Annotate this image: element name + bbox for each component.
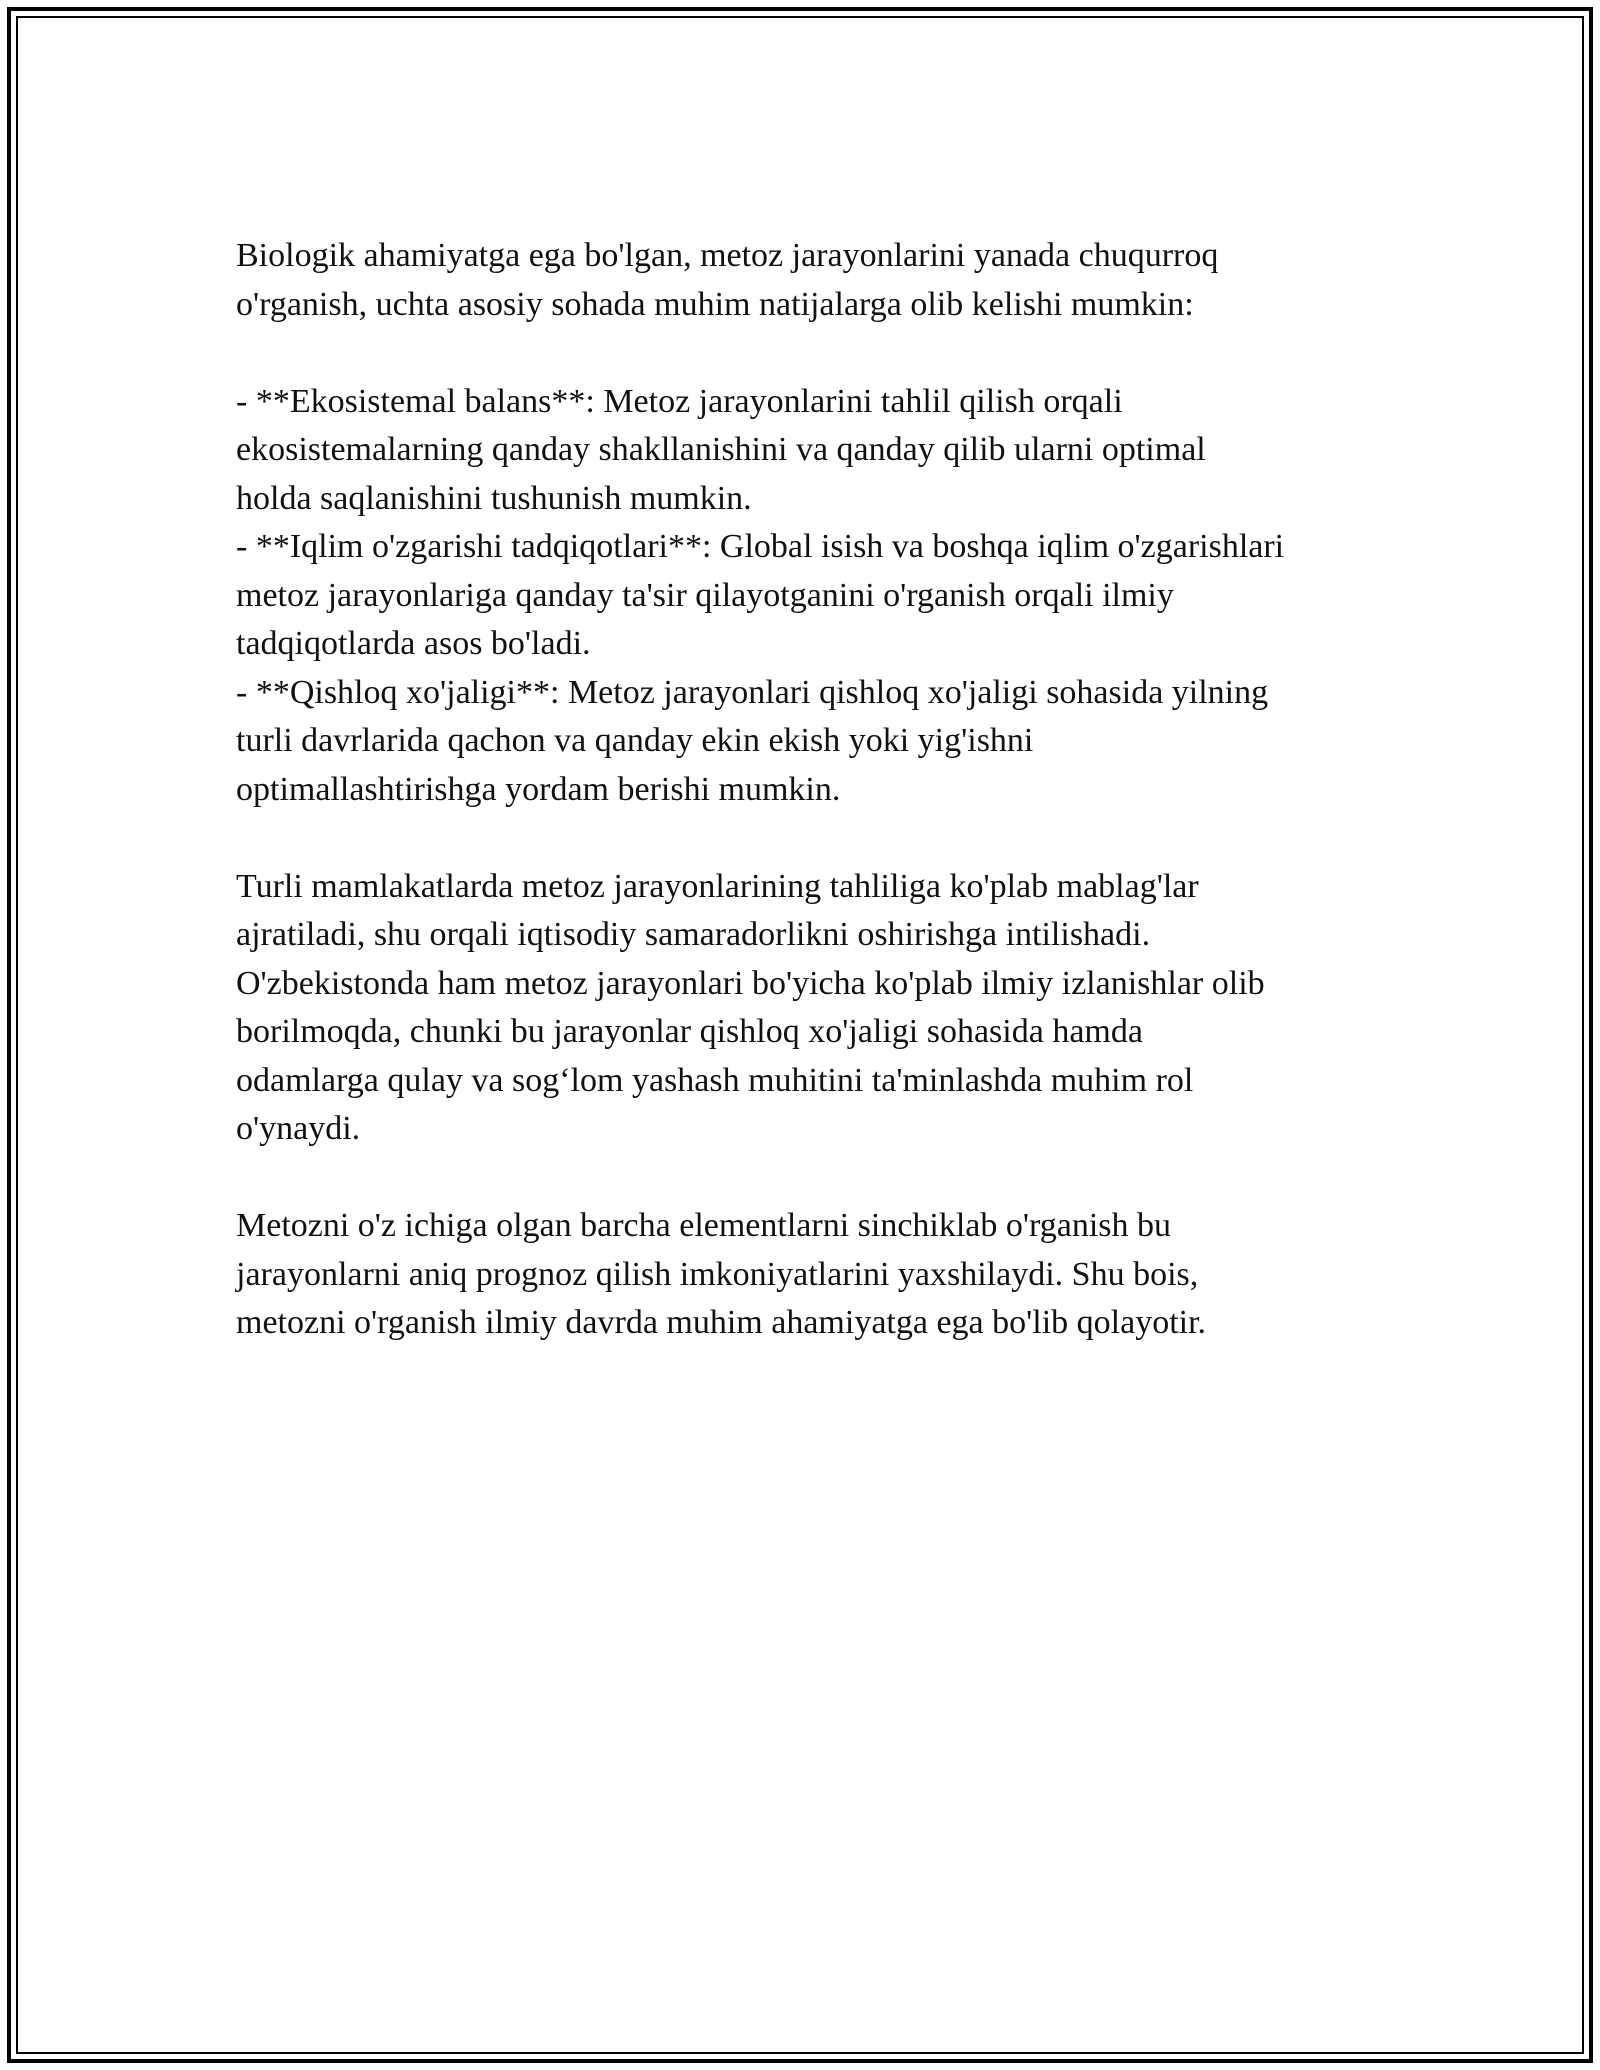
text-line: o'rganish, uchta asosiy sohada muhim natijalarga olib kelishi mumkin: xyxy=(236,285,1194,323)
text-line: Metozni o'z ichiga olgan barcha elementlarni sinchiklab o'rganish bu xyxy=(236,1207,1171,1244)
text-line: metoz jarayonlariga qanday ta'sir qilayotganini o'rganish orqali ilmiy xyxy=(236,576,1174,614)
text-line: tadqiqotlarda asos bo'ladi. xyxy=(236,625,591,662)
text-line: - **Ekosistemal balans**: Metoz jarayonlarini tahlil qilish orqali xyxy=(236,382,1123,420)
text-line: jarayonlarni aniq prognoz qilish imkoniyatlarini yaxshilaydi. Shu bois, xyxy=(236,1255,1199,1293)
intro-paragraph xyxy=(236,232,1406,329)
bullet-list xyxy=(236,378,1406,815)
text-line: o'ynaydi. xyxy=(236,1110,361,1147)
text-line: O'zbekistonda ham metoz jarayonlari bo'yicha ko'plab ilmiy izlanishlar olib xyxy=(236,964,1265,1002)
text-line: Biologik ahamiyatga ega bo'lgan, metoz jarayonlarini yanada chuqurroq xyxy=(236,237,1219,274)
text-line: turli davrlarida qachon va qanday ekin ekish yoki yig'ishni xyxy=(236,722,1034,759)
text-line: odamlarga qulay va sog‘lom yashash muhitini ta'minlashda muhim rol xyxy=(236,1061,1194,1099)
text-line: ekosistemalarning qanday shakllanishini va qanday qilib ularni optimal xyxy=(236,431,1206,468)
document-body xyxy=(236,232,1406,1348)
text-line: optimallashtirishga yordam berishi mumkin. xyxy=(236,770,841,808)
text-line: - **Qishloq xo'jaligi**: Metoz jarayonlari qishloq xo'jaligi sohasida yilning xyxy=(236,673,1269,711)
paragraph-conclusion xyxy=(236,1202,1406,1348)
text-line: metozni o'rganish ilmiy davrda muhim ahamiyatga ega bo'lib qolayotir. xyxy=(236,1304,1207,1341)
text-line: ajratiladi, shu orqali iqtisodiy samaradorlikni oshirishga intilishadi. xyxy=(236,916,1151,953)
paragraph-gap xyxy=(236,329,1406,378)
text-line: - **Iqlim o'zgarishi tadqiqotlari**: Global isish va boshqa iqlim o'zgarishlari xyxy=(236,528,1285,565)
list-item xyxy=(236,523,1406,669)
text-line: Turli mamlakatlarda metoz jarayonlarining tahliliga ko'plab mablag'lar xyxy=(236,867,1199,905)
paragraph-gap xyxy=(236,814,1406,863)
list-item xyxy=(236,669,1406,815)
paragraph-funding xyxy=(236,863,1406,1154)
list-item xyxy=(236,378,1406,524)
paragraph-gap xyxy=(236,1154,1406,1203)
text-line: borilmoqda, chunki bu jarayonlar qishloq xo'jaligi sohasida hamda xyxy=(236,1013,1143,1050)
text-line: holda saqlanishini tushunish mumkin. xyxy=(236,479,752,517)
